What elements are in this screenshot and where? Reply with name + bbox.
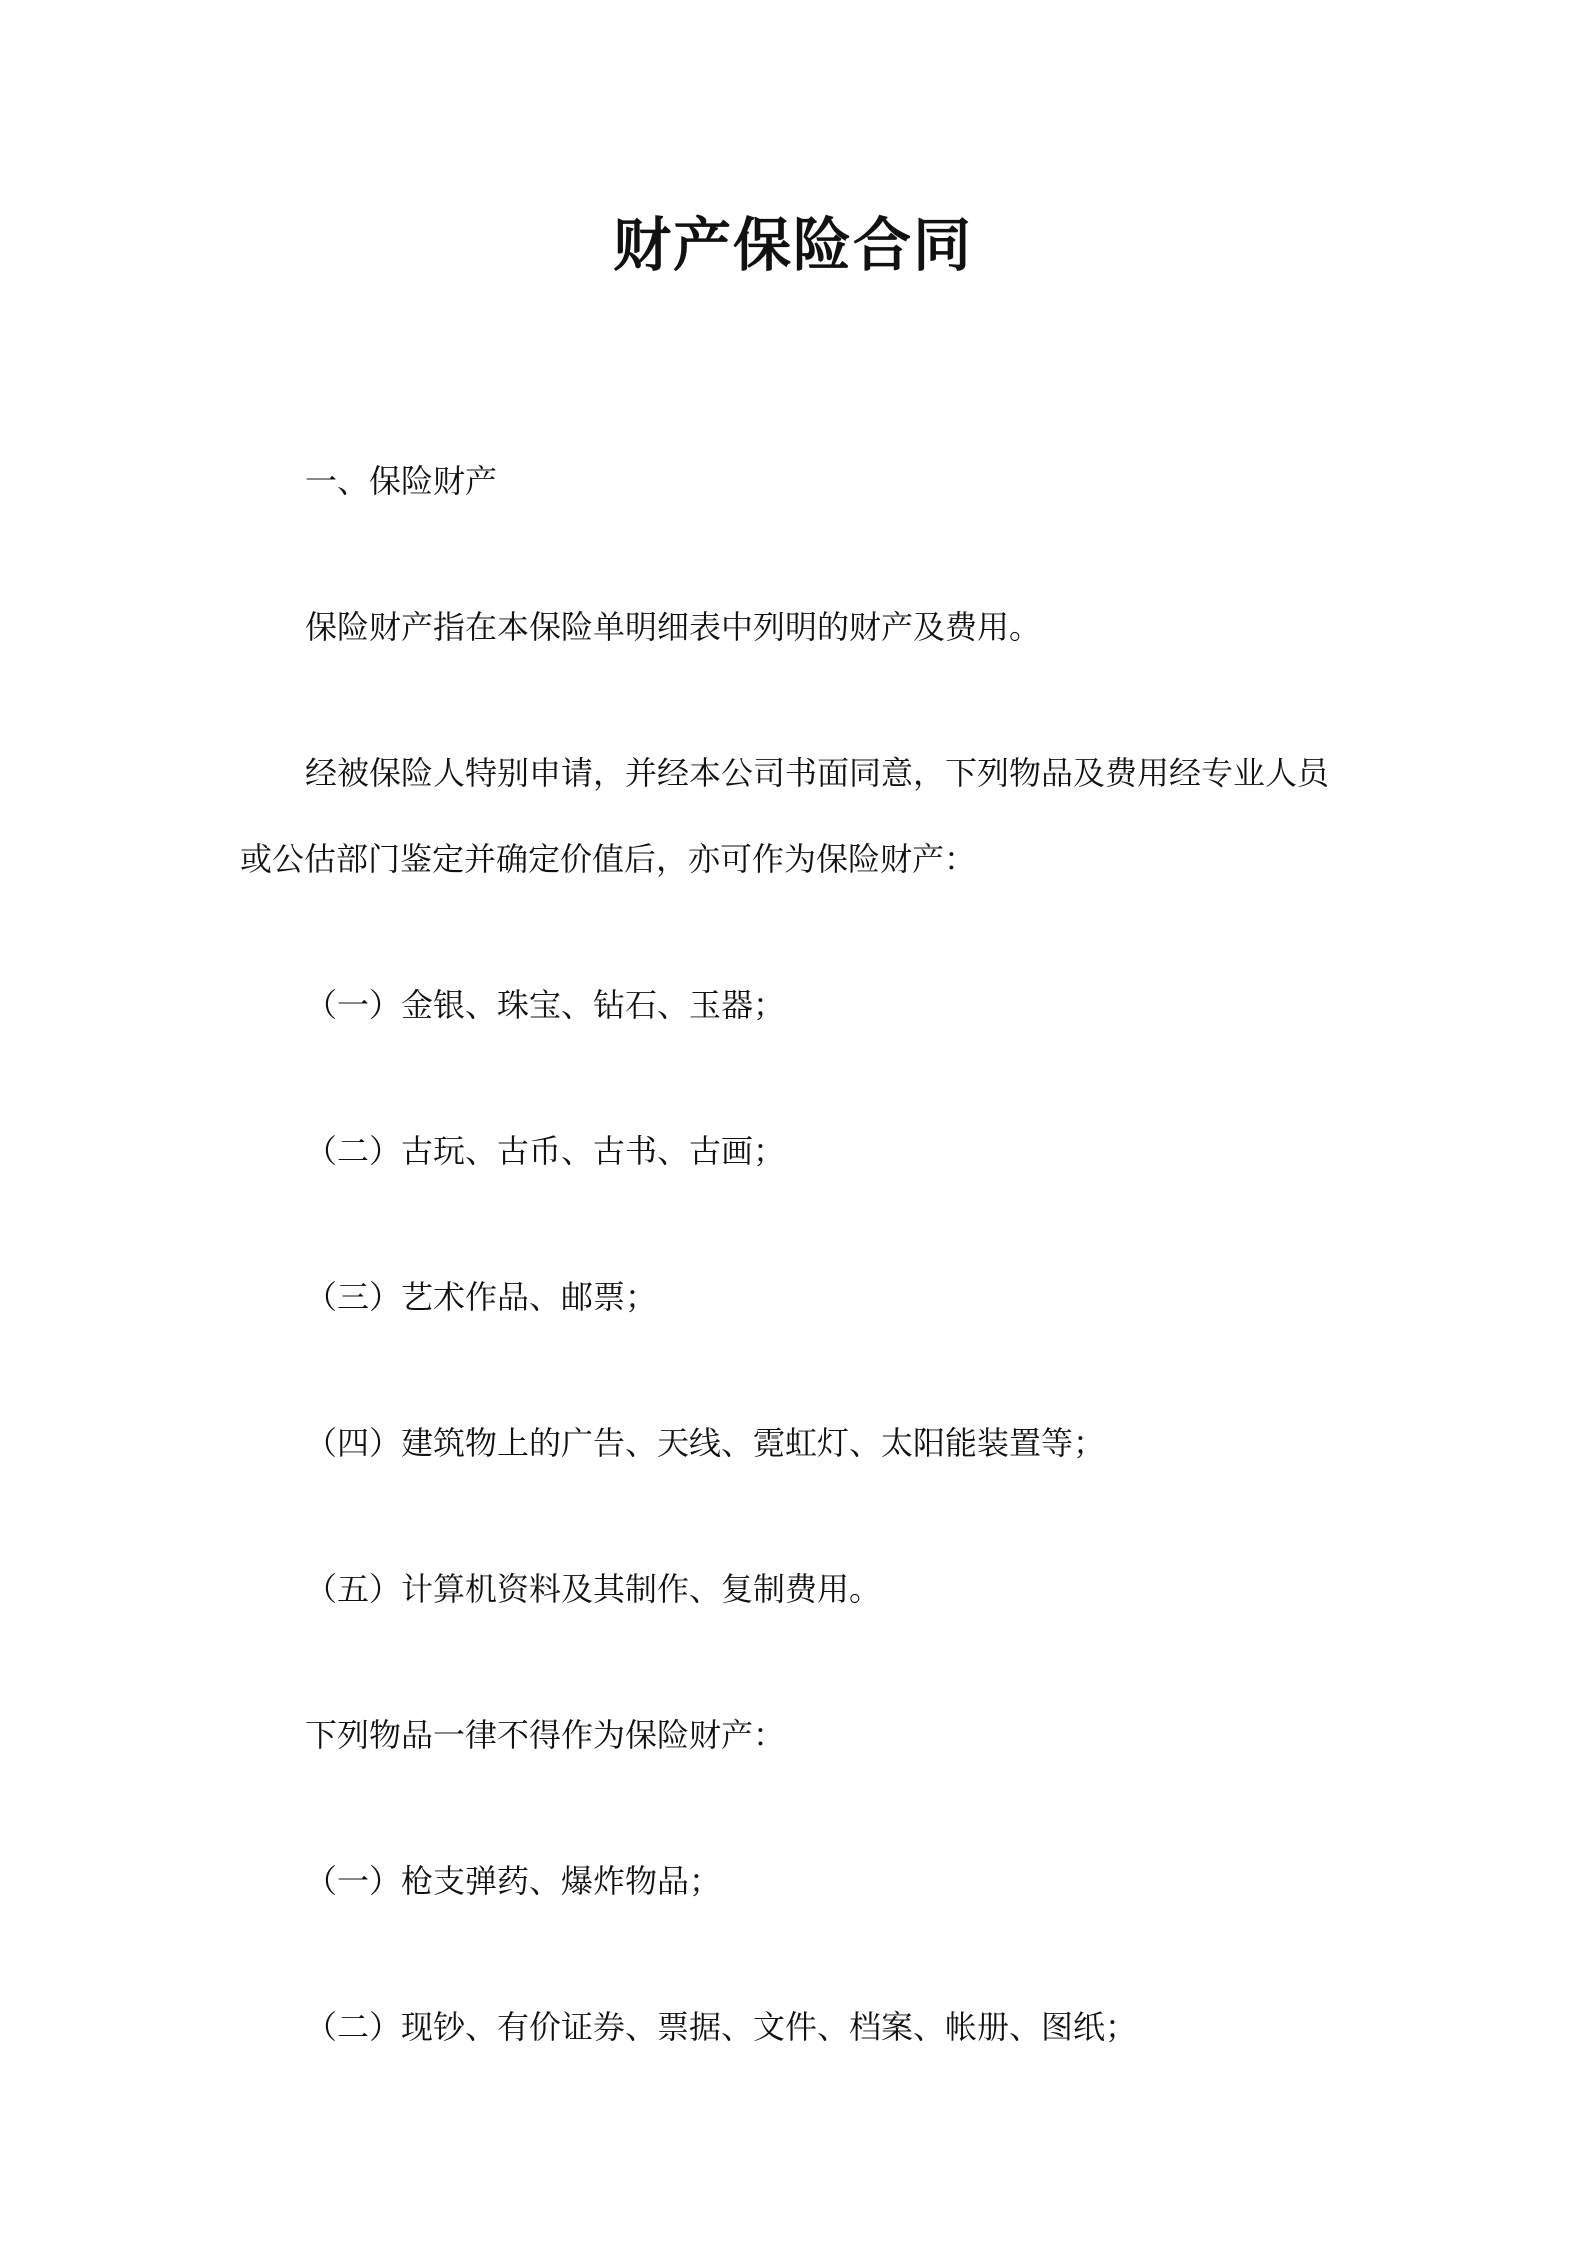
list-item: （四）建筑物上的广告、天线、霓虹灯、太阳能装置等； xyxy=(305,1424,1106,1462)
list-item: （一）金银、珠宝、钻石、玉器； xyxy=(305,986,786,1024)
list-item: （五）计算机资料及其制作、复制费用。 xyxy=(305,1570,882,1608)
list-item: （一）枪支弹药、爆炸物品； xyxy=(305,1862,722,1900)
document-title: 财产保险合同 xyxy=(612,211,973,279)
list-item: （二）古玩、古币、古书、古画； xyxy=(305,1132,786,1170)
paragraph-continuation: 或公估部门鉴定并确定价值后，亦可作为保险财产： xyxy=(240,840,977,878)
paragraph: 保险财产指在本保险单明细表中列明的财产及费用。 xyxy=(305,608,1042,646)
paragraph: 经被保险人特别申请，并经本公司书面同意，下列物品及费用经专业人员 xyxy=(305,754,1330,792)
paragraph: 下列物品一律不得作为保险财产： xyxy=(305,1716,786,1754)
list-item: （二）现钞、有价证券、票据、文件、档案、帐册、图纸； xyxy=(305,2008,1138,2046)
section-heading: 一、保险财产 xyxy=(305,462,498,500)
list-item: （三）艺术作品、邮票； xyxy=(305,1278,658,1316)
